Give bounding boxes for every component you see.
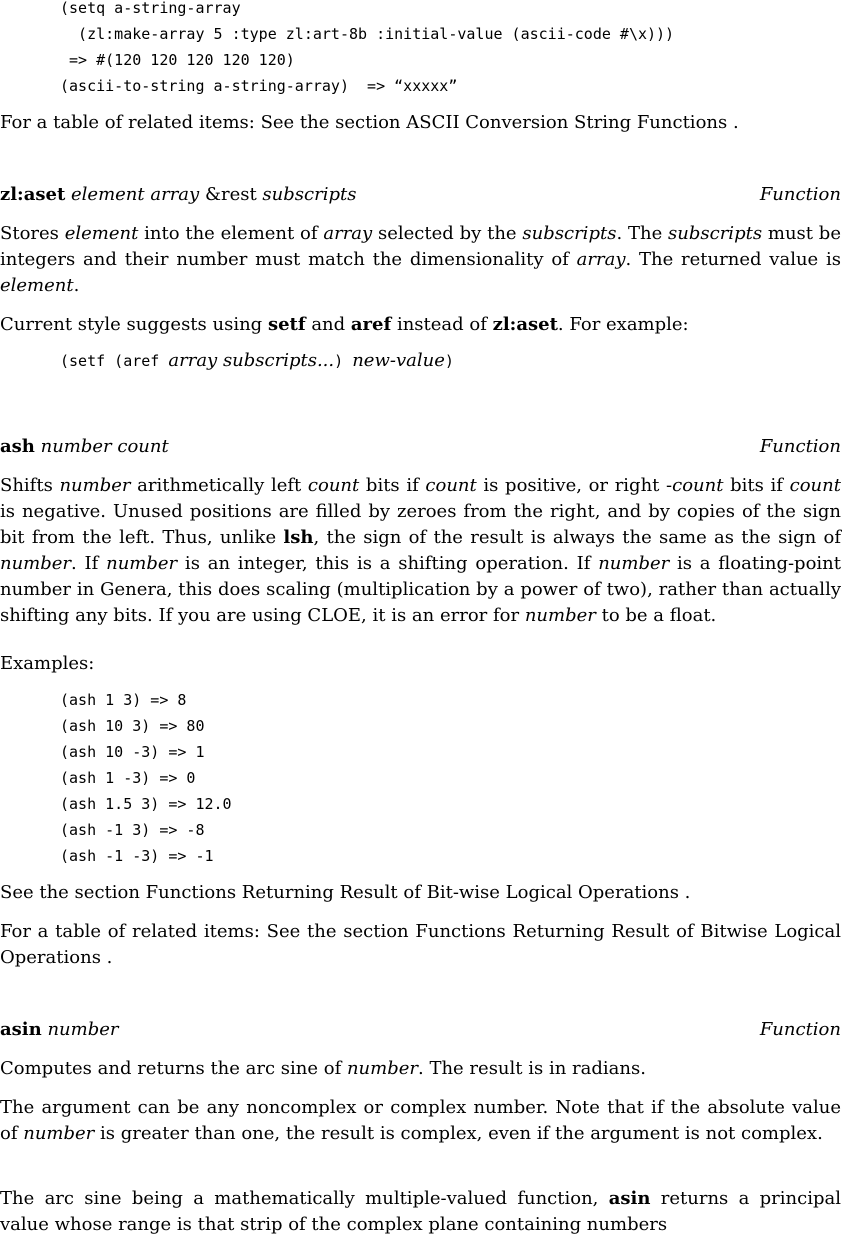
ash-related-items: For a table of related items: See the section Functions Returning Result of Bitwise Logical Operations . xyxy=(0,921,841,968)
code-line: => #(120 120 120 120 120) xyxy=(60,51,295,69)
ash-header xyxy=(0,434,841,460)
related-items-ascii: For a table of related items: See the section ASCII Conversion String Functions . xyxy=(0,112,739,133)
code-line: (ash 1.5 3) => 12.0 xyxy=(60,795,232,813)
ash-see-also: See the section Functions Returning Result of Bit-wise Logical Operations . xyxy=(0,882,691,903)
code-line: (ash 1 -3) => 0 xyxy=(60,769,196,787)
entry-kind: Function xyxy=(759,184,841,205)
entry-kind: Function xyxy=(759,436,841,457)
asin-description: Computes and returns the arc sine of number. The result is in radians. xyxy=(0,1058,646,1079)
code-line: (ash -1 3) => -8 xyxy=(60,821,205,839)
ash-signature: ash number count xyxy=(0,436,169,457)
aset-example: (setf (aref array subscripts...) new-value) xyxy=(60,350,454,371)
aset-header xyxy=(0,182,841,208)
code-line: (setq a-string-array xyxy=(60,0,241,17)
asin-header xyxy=(0,1017,841,1043)
aset-style-note: Current style suggests using setf and aref instead of zl:aset. For example: xyxy=(0,314,689,335)
ash-description: Shifts number arithmetically left count bits if count is positive, or right -count bits if count is negative. Unused positions are filled by zeroes from the right, and by copies of the sign bit from the left. Thus, unlike lsh, the sign of the result is always the same as the sign of number. If number is an integer, this is a shifting operation. If number is a floating-point number in Genera, this does scaling (multiplication by a power of two), rather than actually shifting any bits. If you are using CLOE, it is an error for number to be a float. xyxy=(0,475,841,626)
ash-examples-label: Examples: xyxy=(0,653,95,674)
code-line: (zl:make-array 5 :type zl:art-8b :initial-value (ascii-code #\x))) xyxy=(60,25,675,43)
asin-signature: asin number xyxy=(0,1019,119,1040)
asin-principal-value: The arc sine being a mathematically multiple-valued function, asin returns a principal value whose range is that strip of the complex plane containing numbers xyxy=(0,1188,841,1235)
entry-kind: Function xyxy=(759,1019,841,1040)
code-line: (ash -1 -3) => -1 xyxy=(60,847,214,865)
code-line: (ash 10 3) => 80 xyxy=(60,717,205,735)
code-line: (ash 1 3) => 8 xyxy=(60,691,187,709)
code-line: (ash 10 -3) => 1 xyxy=(60,743,205,761)
asin-argument-note: The argument can be any noncomplex or complex number. Note that if the absolute value of number is greater than one, the result is complex, even if the argument is not complex. xyxy=(0,1097,841,1144)
function-name: ash xyxy=(0,436,35,457)
code-line: (ascii-to-string a-string-array) => “xxxxx” xyxy=(60,77,458,95)
aset-description: Stores element into the element of array selected by the subscripts. The subscripts must be integers and their number must match the dimensionality of array. The returned value is element. xyxy=(0,223,841,296)
function-name: asin xyxy=(0,1019,42,1040)
function-name: zl:aset xyxy=(0,184,66,205)
aset-signature: zl:aset element array &rest subscripts xyxy=(0,184,357,205)
